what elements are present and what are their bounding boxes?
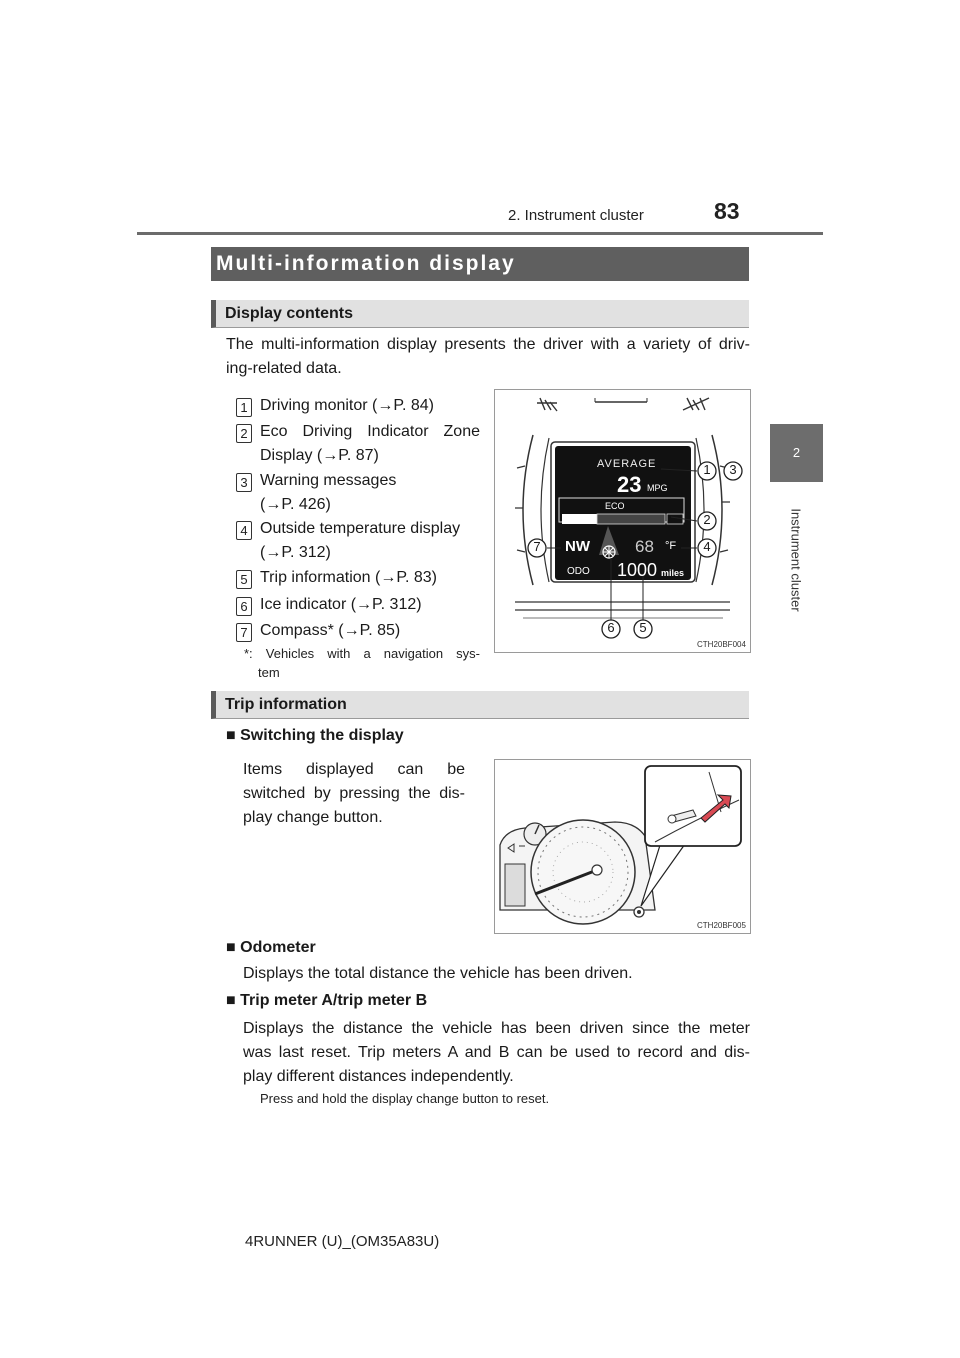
item-number: 7 xyxy=(236,623,252,642)
display-contents-heading: Display contents xyxy=(211,300,749,328)
item-number: 4 xyxy=(236,521,252,540)
intro-text: The multi-information display presents the driver with a variety of driv- ing-related data. xyxy=(226,336,750,377)
figure-code: CTH20BF005 xyxy=(697,921,746,930)
callout-6-label: 6 xyxy=(607,620,615,635)
odometer-heading: ■ Odometer xyxy=(226,939,316,956)
screen-temperature: 68 xyxy=(635,537,654,556)
trip-meter-heading: ■ Trip meter A/trip meter B xyxy=(226,992,428,1009)
screen-mpg-unit: MPG xyxy=(647,483,668,493)
square-bullet-icon: ■ xyxy=(226,939,236,956)
trip-meter-reset-note: Press and hold the display change button to reset. xyxy=(260,1091,550,1106)
section-title: Multi-information display xyxy=(211,247,749,281)
callout-2-label: 2 xyxy=(703,512,711,527)
screen-mpg-value: 23 xyxy=(617,472,642,497)
screen-odo-value: 1000 xyxy=(617,560,658,580)
trip-meter-text: Displays the distance the vehicle has been driven since the meter was last reset. Trip meters A and B can be used to record and dis- play different distances independently. xyxy=(243,1020,750,1085)
screen-compass: NW xyxy=(565,538,590,555)
trip-information-heading: Trip information xyxy=(211,691,749,719)
item-number: 3 xyxy=(236,473,252,492)
screen-odo-unit: miles xyxy=(661,568,685,578)
chapter-title: 2. Instrument cluster xyxy=(508,207,644,224)
switching-display-heading: ■ Switching the display xyxy=(226,727,404,744)
screen-average-label: AVERAGE xyxy=(597,458,657,470)
document-footer: 4RUNNER (U)_(OM35A83U) xyxy=(245,1233,440,1250)
button-illustration xyxy=(495,760,750,933)
callout-1-label: 1 xyxy=(703,462,711,477)
figure-code: CTH20BF004 xyxy=(697,640,746,649)
callout-4-label: 4 xyxy=(703,539,711,554)
multi-info-display-figure xyxy=(494,389,751,653)
callout-3-label: 3 xyxy=(729,462,737,477)
switching-display-text: Items displayed can be switched by pressing the dis- play change button. xyxy=(243,761,465,826)
screen-temperature-unit: °F xyxy=(665,540,677,552)
item-number: 2 xyxy=(236,424,252,443)
item-number: 1 xyxy=(236,398,252,417)
footnote: *: Vehicles with a navigation sys- tem xyxy=(244,646,480,680)
callout-5-label: 5 xyxy=(639,620,647,635)
item-number: 6 xyxy=(236,597,252,616)
odometer-text: Displays the total distance the vehicle has been driven. xyxy=(243,965,633,982)
callout-7-label: 7 xyxy=(533,539,541,554)
screen-odo-label: ODO xyxy=(567,566,590,577)
page-number: 83 xyxy=(714,198,740,224)
square-bullet-icon: ■ xyxy=(226,727,236,744)
header-rule xyxy=(137,232,823,235)
item-number: 5 xyxy=(236,570,252,589)
chapter-tab: 2 xyxy=(770,424,823,482)
display-change-button-figure xyxy=(494,759,751,934)
square-bullet-icon: ■ xyxy=(226,992,236,1009)
screen-eco-label: ECO xyxy=(605,501,625,511)
chapter-side-label: Instrument cluster xyxy=(788,508,804,612)
